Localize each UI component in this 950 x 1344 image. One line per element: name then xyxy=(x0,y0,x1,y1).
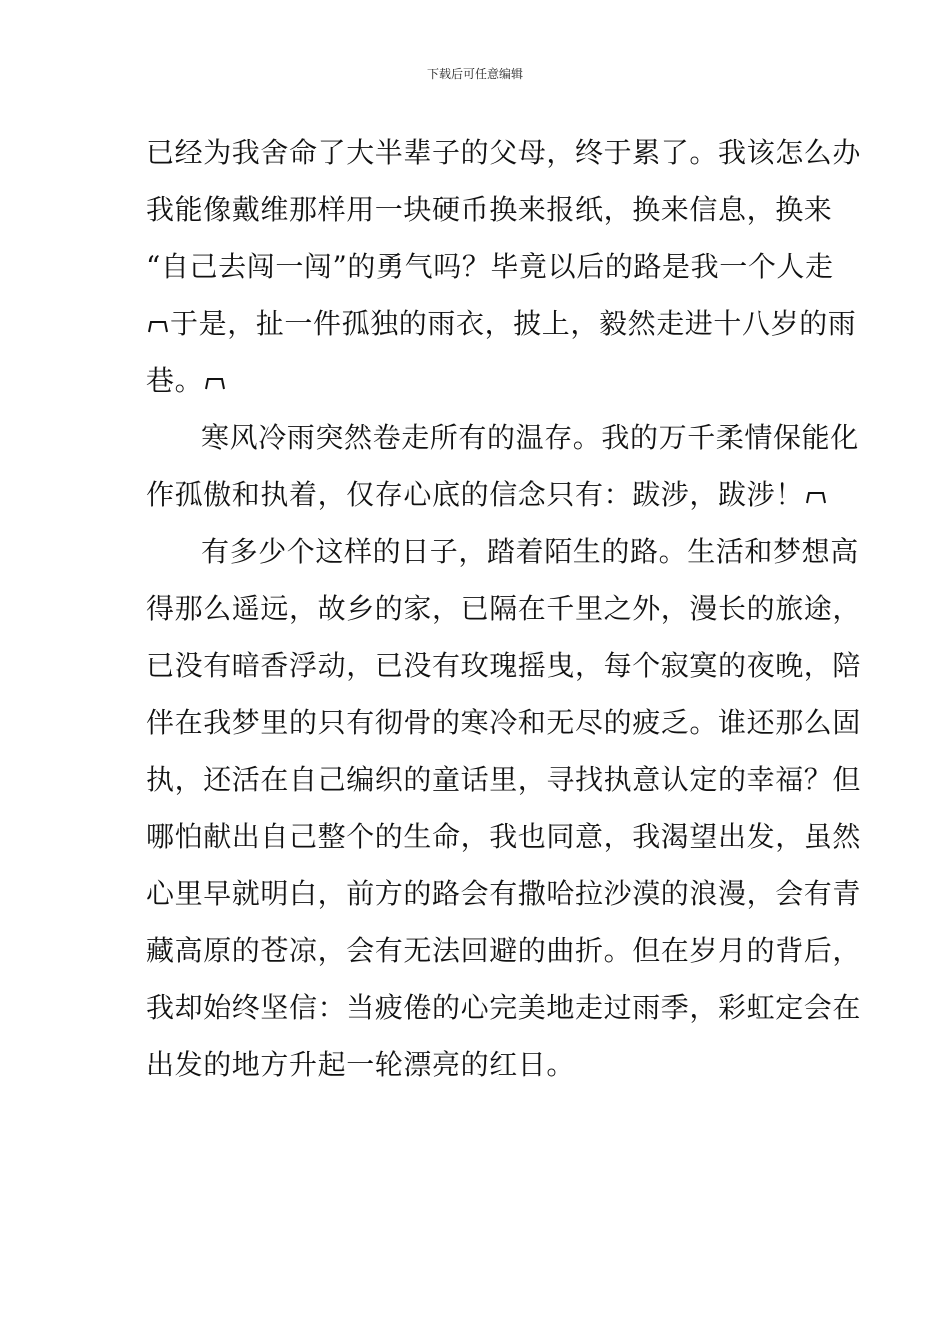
text-line: 执，还活在自己编织的童话里，寻找执意认定的幸福？但 xyxy=(146,763,862,796)
text-line-with-mark xyxy=(146,352,810,409)
text-line-with-mark xyxy=(146,295,857,352)
paragraph-mark-icon xyxy=(205,376,225,390)
text-line: 已没有暗香浮动，已没有玫瑰摇曳，每个寂寞的夜晚，陪 xyxy=(146,649,862,682)
text-line: 我能像戴维那样用一块硬币换来报纸，换来信息，换来 xyxy=(146,193,833,226)
text-line: 有多少个这样的日子，踏着陌生的路。生活和梦想高 xyxy=(201,535,859,568)
text-line-content: 巷。 xyxy=(146,364,204,397)
text-line-content: 作孤傲和执着，仅存心底的信念只有：跋涉，跋涉！ xyxy=(146,478,804,511)
text-line: 伴在我梦里的只有彻骨的寒冷和无尽的疲乏。谁还那么固 xyxy=(146,706,862,739)
text-line: “自己去闯一闯”的勇气吗？毕竟以后的路是我一个人走 xyxy=(146,250,834,283)
page-header: 下载后可任意编辑 xyxy=(426,67,523,81)
text-line: 哪怕献出自己整个的生命，我也同意，我渴望出发，虽然 xyxy=(146,820,862,853)
text-line: 出发的地方升起一轮漂亮的红日。 xyxy=(146,1048,576,1081)
text-line: 寒风冷雨突然卷走所有的温存。我的万千柔情保能化 xyxy=(201,421,859,454)
paragraph-mark-icon xyxy=(806,490,826,504)
text-line: 藏高原的苍凉，会有无法回避的曲折。但在岁月的背后， xyxy=(146,934,862,967)
paragraph-mark-icon xyxy=(148,319,168,333)
text-line: 我却始终坚信：当疲倦的心完美地走过雨季，彩虹定会在 xyxy=(146,991,862,1024)
document-body xyxy=(146,124,862,1093)
text-line: 心里早就明白，前方的路会有撒哈拉沙漠的浪漫，会有青 xyxy=(146,877,862,910)
text-line: 得那么遥远，故乡的家，已隔在千里之外，漫长的旅途， xyxy=(146,592,862,625)
text-line: 已经为我舍命了大半辈子的父母，终于累了。我该怎么办 xyxy=(146,136,862,169)
text-line-with-mark xyxy=(146,466,810,523)
text-line-content: 于是，扯一件孤独的雨衣，披上，毅然走进十八岁的雨 xyxy=(170,307,857,340)
